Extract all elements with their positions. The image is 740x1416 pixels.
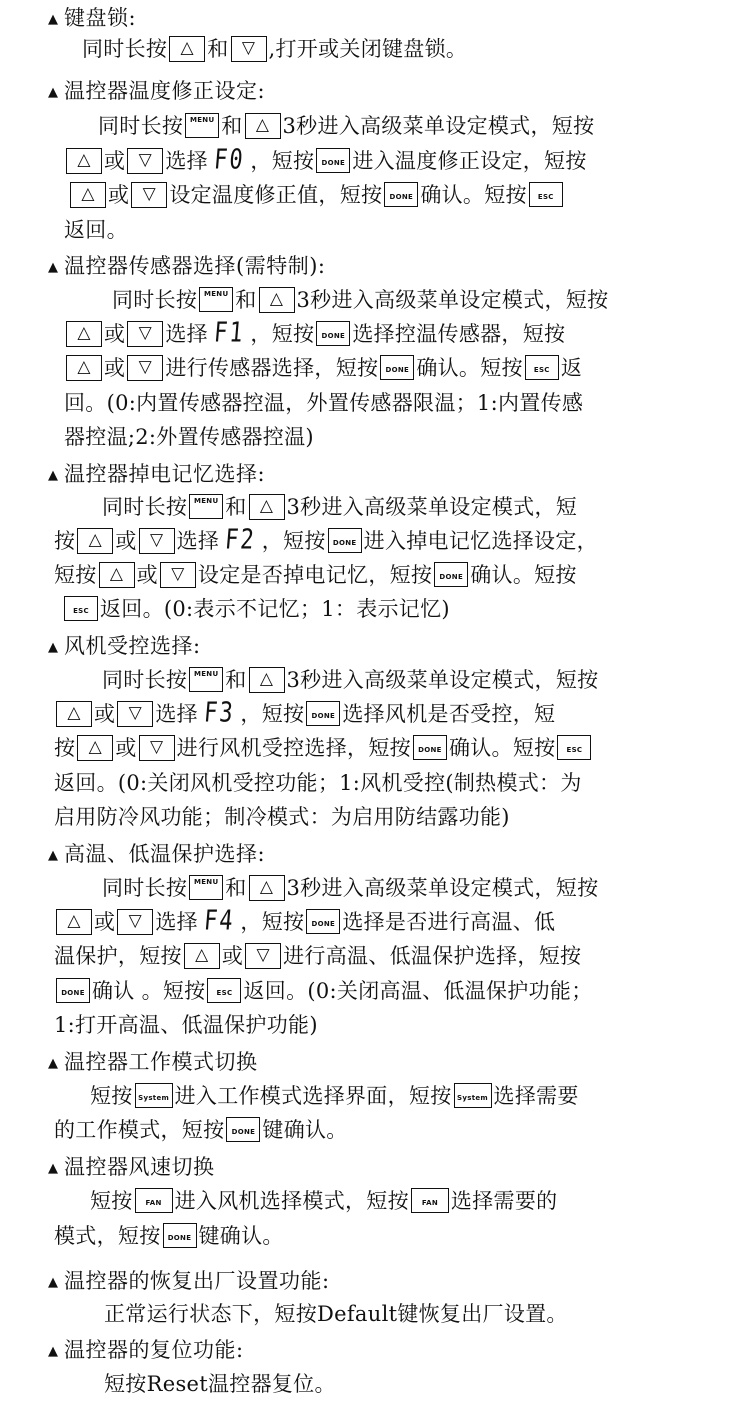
instruction-text: 进入工作模式选择界面，短按 [174,1084,452,1108]
segment-display-code: F3 [202,697,236,729]
esc-key-icon: ESC [64,596,98,621]
section-title-text: 温控器温度修正设定: [64,79,266,103]
segment-display-code: F4 [202,905,236,937]
fan-key-icon: FAN [135,1188,173,1213]
section-title [48,77,265,107]
section-title [48,252,325,282]
instruction-text: 确认。短按 [470,563,577,587]
up-arrow-key-icon: △ [70,182,106,208]
instruction-text: 和 [225,876,247,900]
instruction-text: 和 [225,668,247,692]
instruction-line [82,34,467,64]
instruction-text: 1:打开高温、低温保护功能) [54,1013,318,1037]
instruction-text: 和 [235,288,257,312]
instruction-text: 短按 [54,563,97,587]
down-arrow-key-icon: ▽ [127,321,163,347]
up-arrow-key-icon: △ [56,701,92,727]
instruction-line [54,1115,348,1145]
up-arrow-key-icon: △ [99,562,135,588]
section-title [48,1153,215,1183]
instruction-text: 或 [104,149,126,173]
menu-key-icon: MENU [185,113,219,138]
instruction-line [54,941,581,971]
up-arrow-key-icon: △ [66,148,102,174]
instruction-text: 或 [115,736,137,760]
instruction-text: 确认 。短按 [92,979,206,1003]
section-title [48,1048,258,1078]
instruction-text: 3秒进入高级菜单设定模式，短按 [296,288,609,312]
instruction-text: 短按Reset温控器复位。 [104,1372,336,1396]
done-key-icon: DONE [316,321,350,346]
section-title-text: 温控器的复位功能: [64,1338,244,1362]
instruction-text: ,打开或关闭键盘锁。 [268,37,468,61]
instruction-text: 选择风机是否受控，短 [342,702,556,726]
instruction-text: 3秒进入高级菜单设定模式，短 [286,495,578,519]
instruction-text: 同时长按 [102,668,188,692]
esc-key-icon: ESC [557,735,591,760]
done-key-icon: DONE [413,735,447,760]
instruction-text: 进入风机选择模式，短按 [174,1189,409,1213]
esc-key-icon: ESC [207,978,241,1003]
instruction-text: 或 [94,702,116,726]
instruction-text: 同时长按 [112,288,198,312]
bullet-triangle-icon: ▲ [48,1056,59,1071]
up-arrow-key-icon: △ [77,528,113,554]
instruction-line [54,699,555,731]
instruction-text: 或 [136,563,158,587]
instruction-text: 同时长按 [82,37,168,61]
instruction-line [54,802,510,832]
instruction-line [54,976,593,1006]
instruction-text: 进入温度修正设定，短按 [352,149,587,173]
up-arrow-key-icon: △ [66,321,102,347]
instruction-text: 选择 [165,322,208,346]
instruction-text: 选择 [155,702,198,726]
instruction-line [90,1081,579,1111]
section-title [48,460,265,490]
bullet-triangle-icon: ▲ [48,1275,59,1290]
up-arrow-key-icon: △ [184,943,220,969]
section-title [48,632,201,662]
instruction-text: 和 [225,495,247,519]
done-key-icon: DONE [434,562,468,587]
instruction-text: 或 [94,910,116,934]
instruction-line [54,560,577,590]
instruction-text: 选择 [176,529,220,553]
instruction-text: 返回。(0:关闭高温、低温保护功能； [243,979,593,1003]
menu-key-icon: MENU [189,667,223,692]
instruction-text: 进入掉电记忆选择设定， [363,529,598,553]
instruction-text: 或 [104,322,126,346]
instruction-text: 和 [207,37,229,61]
section-title-text: 温控器的恢复出厂设置功能: [64,1269,330,1293]
instruction-text: 和 [221,114,243,138]
instruction-text: 确认。短按 [420,183,527,207]
instruction-text: 启用防冷风功能；制冷模式：为启用防结露功能) [54,805,510,829]
section-title-text: 温控器掉电记忆选择: [64,462,266,486]
instruction-line [62,594,450,624]
done-key-icon: DONE [380,355,414,380]
instruction-text: 同时长按 [102,495,188,519]
instruction-line [64,215,128,245]
down-arrow-key-icon: ▽ [131,182,167,208]
down-arrow-key-icon: ▽ [139,528,175,554]
up-arrow-key-icon: △ [66,355,102,381]
up-arrow-key-icon: △ [77,735,113,761]
instruction-text: 模式，短按 [54,1224,161,1248]
down-arrow-key-icon: ▽ [245,943,281,969]
instruction-text: 选择控温传感器，短按 [352,322,566,346]
instruction-text: 设定是否掉电记忆，短按 [197,563,433,587]
instruction-text: 选择是否进行高温、低 [342,910,556,934]
instruction-line [98,111,594,141]
instruction-text: 返回。(0:表示不记忆；1：表示记忆) [100,597,450,621]
instruction-line [54,526,598,558]
done-key-icon: DONE [384,182,418,207]
down-arrow-key-icon: ▽ [139,735,175,761]
up-arrow-key-icon: △ [249,875,285,901]
up-arrow-key-icon: △ [169,36,205,62]
instruction-text: 设定温度修正值，短按 [169,183,383,207]
segment-display-code: F0 [212,144,246,176]
section-title-text: 风机受控选择: [64,634,201,658]
section-title-text: 键盘锁: [64,6,137,30]
instruction-line [104,1369,336,1399]
section-title-text: 温控器风速切换 [64,1155,215,1179]
instruction-text: 短按 [90,1084,133,1108]
instruction-text: 返 [560,356,583,380]
instruction-line [90,1186,557,1216]
segment-display-code: F1 [212,317,246,349]
bullet-triangle-icon: ▲ [48,1344,59,1359]
instruction-text: 确认。短按 [416,356,523,380]
down-arrow-key-icon: ▽ [231,36,267,62]
instruction-text: 选择 [155,910,198,934]
down-arrow-key-icon: ▽ [127,148,163,174]
done-key-icon: DONE [316,148,350,173]
instruction-text: 进行高温、低温保护选择，短按 [283,944,582,968]
done-key-icon: DONE [163,1223,197,1248]
instruction-text: 键确认。 [198,1224,284,1248]
instruction-text: 键确认。 [262,1118,348,1142]
instruction-text: 或 [115,529,137,553]
up-arrow-key-icon: △ [249,494,285,520]
instruction-text: 同时长按 [98,114,184,138]
instruction-text: 按 [54,736,76,760]
instruction-text: ，短按 [250,149,315,173]
section-title [48,4,136,34]
instruction-line [54,1010,318,1040]
instruction-text: 同时长按 [102,876,188,900]
instruction-line [64,422,314,452]
instruction-line [102,492,577,522]
bullet-triangle-icon: ▲ [48,848,59,863]
section-title [48,1336,244,1366]
instruction-text: 短按 [90,1189,133,1213]
instruction-text: 进行传感器选择，短按 [165,356,379,380]
instruction-text: ，短按 [240,910,305,934]
system-key-icon: System [135,1083,173,1108]
instruction-text: 的工作模式，短按 [54,1118,225,1142]
up-arrow-key-icon: △ [249,667,285,693]
instruction-line [102,873,598,903]
done-key-icon: DONE [306,701,340,726]
instruction-line [64,319,565,351]
fan-key-icon: FAN [411,1188,449,1213]
down-arrow-key-icon: ▽ [117,701,153,727]
instruction-text: 3秒进入高级菜单设定模式，短按 [282,114,595,138]
bullet-triangle-icon: ▲ [48,12,59,27]
instruction-line [102,665,598,695]
done-key-icon: DONE [306,909,340,934]
instruction-text: 回。(0:内置传感器控温，外置传感器限温；1:内置传感 [64,391,584,415]
instruction-line [64,353,582,383]
done-key-icon: DONE [328,528,362,553]
instruction-text: ，短按 [250,322,315,346]
instruction-text: 选择 [165,149,208,173]
instruction-text: 返回。(0:关闭风机受控功能；1:风机受控(制热模式：为 [54,771,582,795]
instruction-line [64,388,583,418]
instruction-text: 按 [54,529,76,553]
instruction-line [64,146,587,178]
instruction-text: 选择需要的 [450,1189,558,1213]
bullet-triangle-icon: ▲ [48,640,59,655]
instruction-text: ，短按 [261,529,326,553]
instruction-text: 温保护，短按 [54,944,182,968]
instruction-line [54,1221,284,1251]
up-arrow-key-icon: △ [245,113,281,139]
up-arrow-key-icon: △ [56,909,92,935]
menu-key-icon: MENU [189,494,223,519]
instruction-line [54,768,582,798]
menu-key-icon: MENU [199,287,233,312]
instruction-text: 器控温;2:外置传感器控温) [64,425,314,449]
instruction-text: 3秒进入高级菜单设定模式，短按 [286,876,599,900]
instruction-line [104,1299,568,1329]
instruction-text: 正常运行状态下，短按Default键恢复出厂设置。 [104,1302,568,1326]
instruction-text: 3秒进入高级菜单设定模式，短按 [286,668,599,692]
instruction-text: 返回。 [64,218,128,242]
section-title [48,1267,330,1297]
section-title-text: 温控器工作模式切换 [64,1050,258,1074]
menu-key-icon: MENU [189,875,223,900]
instruction-text: 选择需要 [493,1084,579,1108]
instruction-text: ，短按 [240,702,305,726]
instruction-text: 或 [104,356,126,380]
instruction-text: 进行风机受控选择，短按 [176,736,411,760]
done-key-icon: DONE [226,1117,260,1142]
instruction-line [68,180,565,210]
esc-key-icon: ESC [525,355,559,380]
instruction-text: 或 [221,944,244,968]
instruction-text: 确认。短按 [448,736,556,760]
section-title-text: 高温、低温保护选择: [64,842,266,866]
instruction-line [112,285,608,315]
bullet-triangle-icon: ▲ [48,1161,59,1176]
system-key-icon: System [454,1083,492,1108]
section-title [48,840,265,870]
instruction-line [54,733,593,763]
bullet-triangle-icon: ▲ [48,85,59,100]
down-arrow-key-icon: ▽ [117,909,153,935]
up-arrow-key-icon: △ [259,287,295,313]
esc-key-icon: ESC [529,182,563,207]
bullet-triangle-icon: ▲ [48,468,59,483]
bullet-triangle-icon: ▲ [48,260,59,275]
down-arrow-key-icon: ▽ [127,355,163,381]
instruction-text: 或 [108,183,130,207]
section-title-text: 温控器传感器选择(需特制): [64,254,326,278]
done-key-icon: DONE [56,978,90,1003]
instruction-line [54,907,555,939]
down-arrow-key-icon: ▽ [160,562,196,588]
segment-display-code: F2 [223,524,258,556]
